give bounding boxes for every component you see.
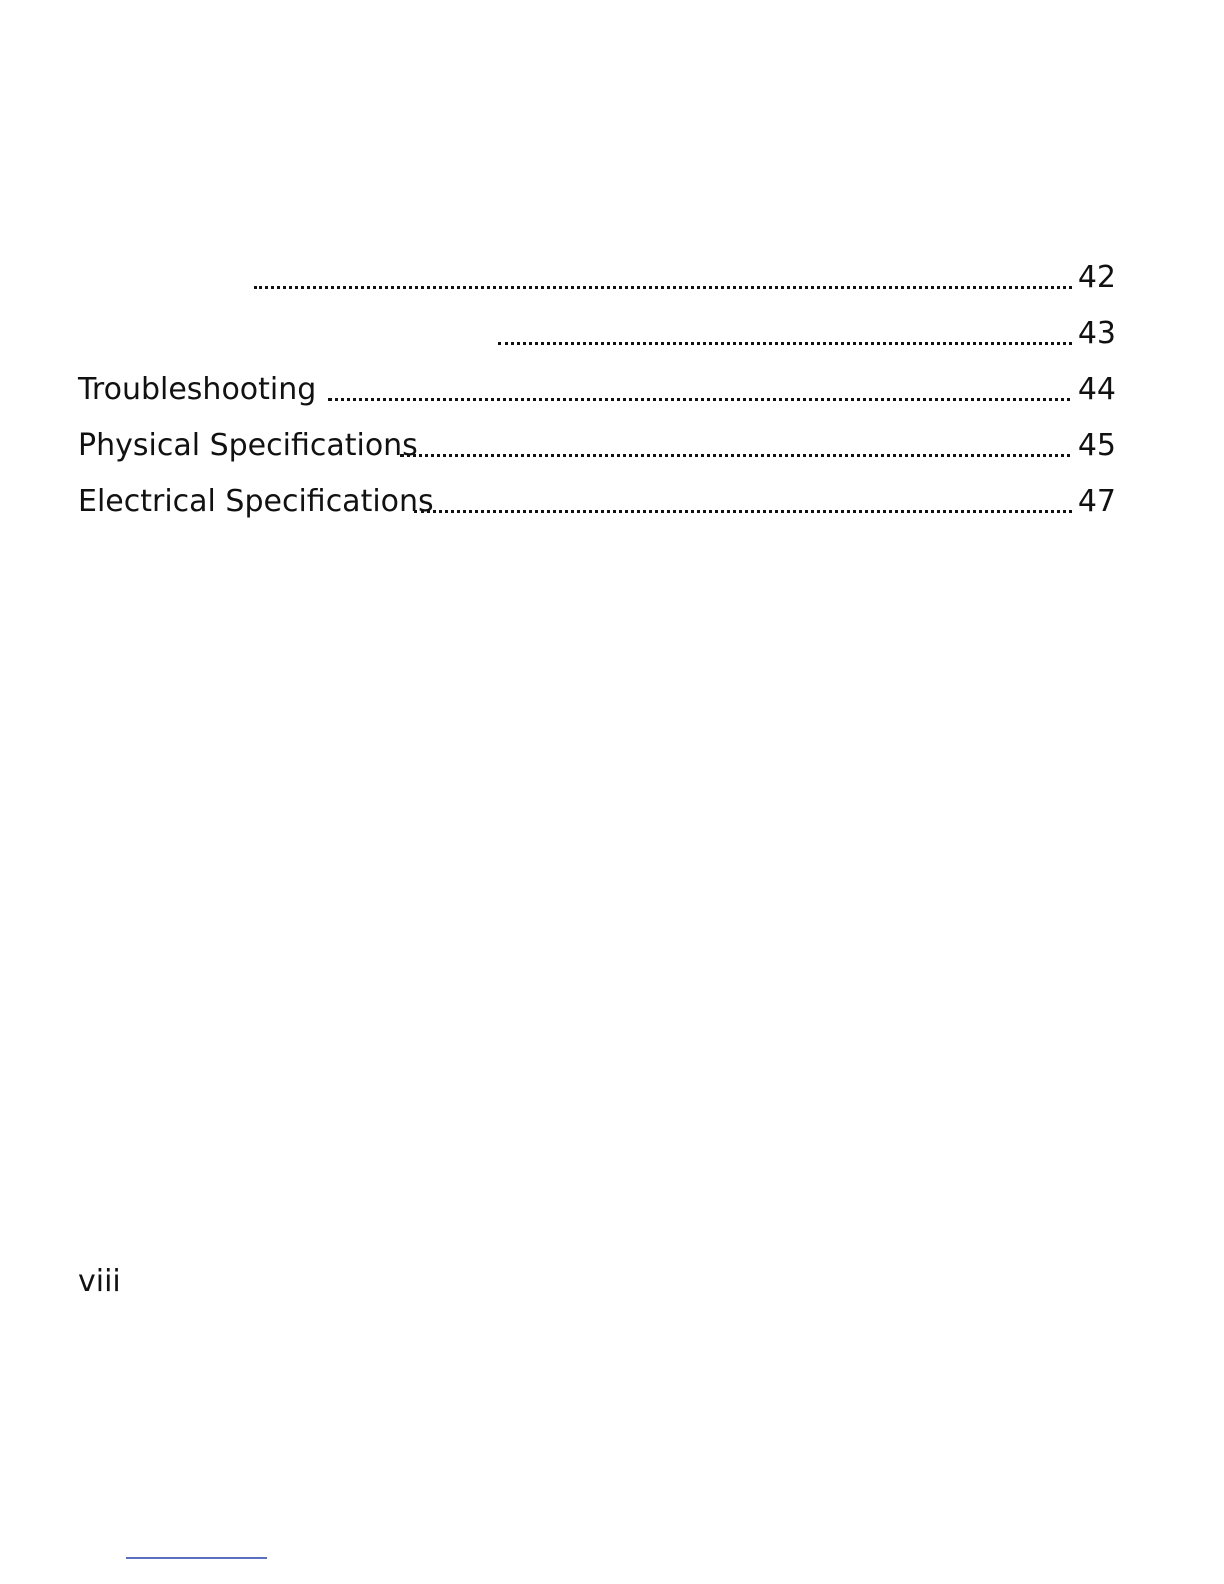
toc-entry[interactable] bbox=[78, 418, 1116, 474]
toc-entry-page: 43 bbox=[1074, 306, 1116, 362]
toc-entry-page: 47 bbox=[1074, 474, 1116, 530]
toc-dot-leader bbox=[414, 510, 1078, 513]
toc-entry[interactable] bbox=[78, 474, 1116, 530]
table-of-contents bbox=[78, 250, 1116, 530]
toc-dot-leader bbox=[400, 454, 1078, 457]
toc-dot-leader bbox=[254, 286, 1078, 289]
footer-rule bbox=[126, 1557, 267, 1559]
toc-entry-page: 44 bbox=[1074, 362, 1116, 418]
toc-entry-title: Troubleshooting bbox=[78, 362, 320, 418]
toc-dot-leader bbox=[498, 342, 1078, 345]
toc-entry[interactable] bbox=[78, 250, 1116, 306]
toc-entry-title: Physical Specifications bbox=[78, 418, 422, 474]
toc-entry[interactable] bbox=[78, 362, 1116, 418]
toc-entry-page: 45 bbox=[1074, 418, 1116, 474]
page-number: viii bbox=[78, 1264, 121, 1299]
toc-entry-title: Electrical Specifications bbox=[78, 474, 438, 530]
toc-entry-page: 42 bbox=[1074, 250, 1116, 306]
toc-entry[interactable] bbox=[78, 306, 1116, 362]
toc-dot-leader bbox=[328, 398, 1078, 401]
